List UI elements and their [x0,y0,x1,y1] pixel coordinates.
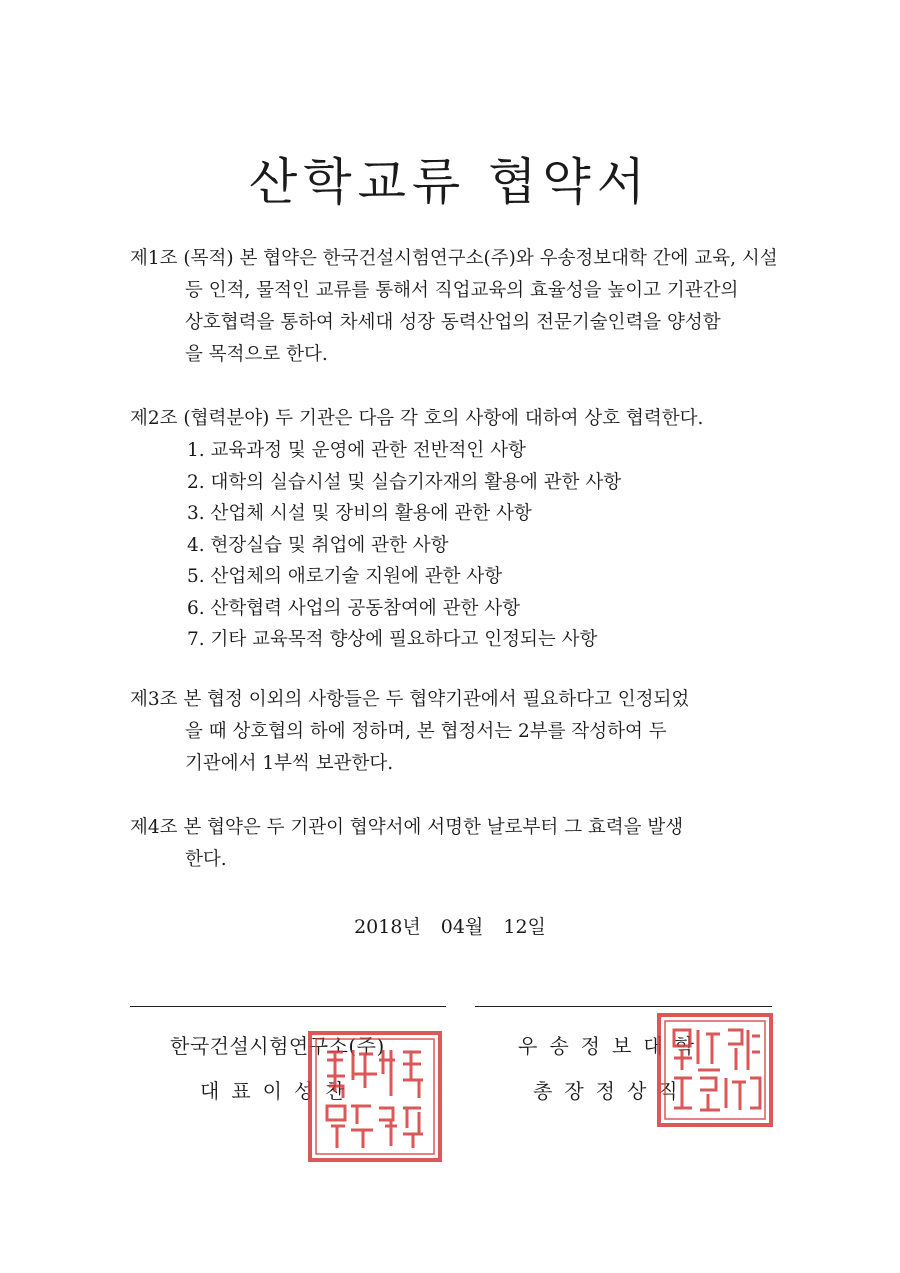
article-4-heading-line: 제4조 본 협약은 두 기관이 협약서에 서명한 날로부터 그 효력을 발생 [130,817,684,838]
right-organization-name: 우송정보대학 [518,1034,706,1058]
list-item: 4. 현장실습 및 취업에 관한 사항 [187,534,449,556]
article-1-heading-line: 제1조 (목적) 본 협약은 한국건설시험연구소(주)와 우송정보대학 간에 교육, 시설 [130,248,778,269]
left-representative-name: 대표이성찬 [200,1079,357,1103]
list-item: 7. 기타 교육목적 향상에 필요하다고 인정되는 사항 [187,629,598,650]
article-line: 을 목적으로 한다. [185,344,328,365]
article-4-body [130,844,790,876]
article-line: 상호협력을 통하여 차세대 성장 동력산업의 전문기술인력을 양성함 [185,312,721,333]
left-organization-name: 한국건설시험연구소(주) [170,1034,385,1058]
right-college-seal-icon [656,1012,774,1128]
article-line: 을 때 상호협의 하에 정하며, 본 협정서는 2부를 작성하여 두 [185,721,667,742]
cooperation-list [130,435,790,656]
article-2-heading-line: 제2조 (협력분야) 두 기관은 다음 각 호의 사항에 대하여 상호 협력한다. [130,408,704,429]
document-title: 산학교류 협약서 [249,153,651,211]
list-item: 1. 교육과정 및 운영에 관한 전반적인 사항 [187,440,526,461]
article-2 [130,403,790,656]
list-item: 2. 대학의 실습시설 및 실습기자재의 활용에 관한 사항 [187,471,622,493]
left-company-seal-icon [307,1030,443,1163]
signature-line-right [475,1006,772,1007]
article-line: 한다. [185,849,227,870]
article-3-body [130,716,790,780]
article-line: 등 인적, 물적인 교류를 통해서 직업교육의 효율성을 높이고 기관간의 [185,280,739,301]
article-line: 기관에서 1부씩 보관한다. [185,753,394,774]
right-representative-name: 총장정상직 [533,1079,690,1103]
list-item: 5. 산업체의 애로기술 지원에 관한 사항 [187,566,503,587]
list-item: 3. 산업체 시설 및 장비의 활용에 관한 사항 [187,503,532,524]
article-1-body [130,275,790,371]
signature-line-left [130,1006,446,1007]
article-3-heading-line: 제3조 본 협정 이외의 사항들은 두 협약기관에서 필요하다고 인정되었 [130,689,690,710]
article-4 [130,812,790,876]
list-item: 6. 산학협력 사업의 공동참여에 관한 사항 [187,597,520,619]
agreement-date: 2018년 04월 12일 [354,916,546,938]
article-1 [130,243,790,371]
article-3 [130,684,790,780]
